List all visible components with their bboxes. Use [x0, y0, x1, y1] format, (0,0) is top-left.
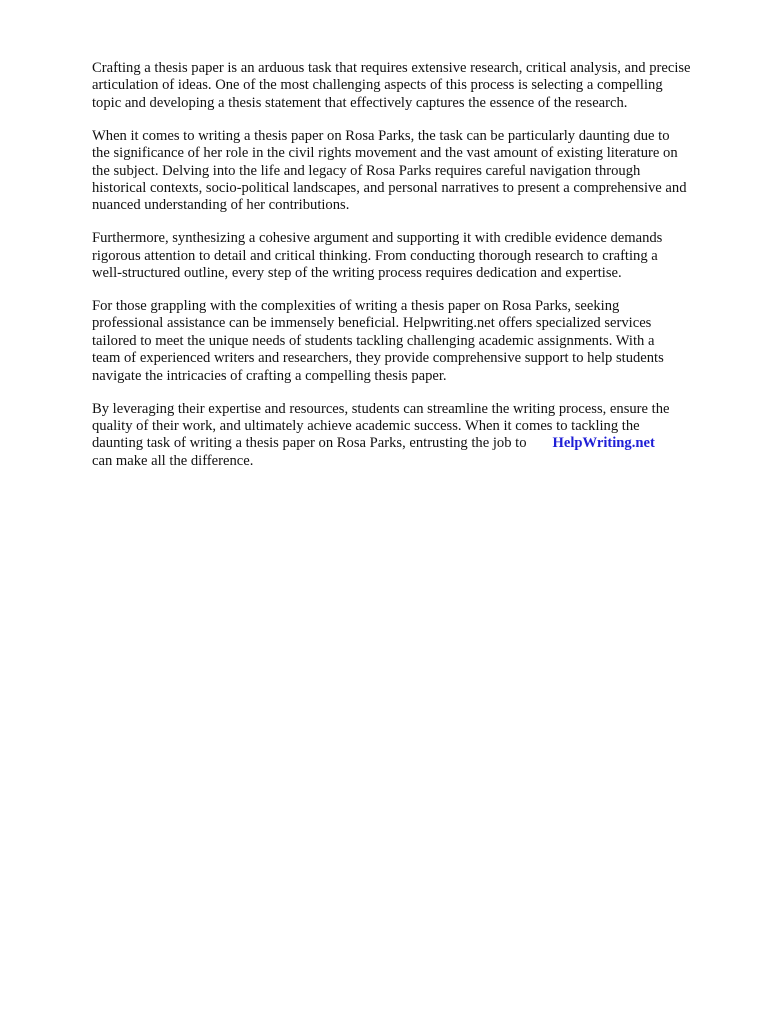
paragraph-line: the subject. Delving into the life and legacy of Rosa Parks requires careful navigation through: [92, 162, 641, 179]
paragraph-rosa-parks: [92, 128, 740, 215]
paragraph-line: When it comes to writing a thesis paper on Rosa Parks, the task can be particularly daunting due to: [92, 127, 670, 144]
paragraph-line: Furthermore, synthesizing a cohesive argument and supporting it with credible evidence demands: [92, 230, 663, 247]
paragraph-assistance: [92, 298, 740, 385]
paragraph-line: professional assistance can be immensely beneficial. Helpwriting.net offers specialized services: [92, 315, 652, 332]
paragraph-line: quality of their work, and ultimately achieve academic success. When it comes to tackling the: [92, 417, 640, 434]
paragraph-line: By leveraging their expertise and resources, students can streamline the writing process, ensure the: [92, 400, 670, 417]
paragraph-line: the significance of her role in the civil rights movement and the vast amount of existing literature on: [92, 145, 678, 162]
paragraph-line: topic and developing a thesis statement that effectively captures the essence of the research.: [92, 94, 628, 111]
paragraph-synthesis: [92, 230, 740, 282]
paragraph-line: nuanced understanding of her contributions.: [92, 197, 350, 214]
paragraph-intro: [92, 60, 740, 112]
paragraph-conclusion: [92, 401, 740, 471]
paragraph-line-with-link: [92, 435, 740, 452]
paragraph-line: rigorous attention to detail and critical thinking. From conducting thorough research to crafting a: [92, 247, 658, 264]
paragraph-line: navigate the intricacies of crafting a compelling thesis paper.: [92, 367, 447, 384]
paragraph-line-text: daunting task of writing a thesis paper on Rosa Parks, entrusting the job to: [92, 435, 527, 452]
paragraph-line: well-structured outline, every step of the writing process requires dedication and expertise.: [92, 265, 622, 282]
helpwriting-link[interactable]: HelpWriting.net: [552, 435, 655, 452]
paragraph-line: historical contexts, socio-political landscapes, and personal narratives to present a comprehensive and: [92, 179, 687, 196]
paragraph-line: For those grappling with the complexities of writing a thesis paper on Rosa Parks, seeking: [92, 297, 620, 314]
paragraph-line: articulation of ideas. One of the most challenging aspects of this process is selecting a compelling: [92, 77, 663, 94]
document-body: [92, 60, 740, 486]
paragraph-line: Crafting a thesis paper is an arduous task that requires extensive research, critical analysis, and precise: [92, 60, 691, 76]
paragraph-line: tailored to meet the unique needs of students tackling challenging academic assignments. With a: [92, 332, 655, 349]
paragraph-line: team of experienced writers and researchers, they provide comprehensive support to help students: [92, 350, 664, 367]
paragraph-line: can make all the difference.: [92, 452, 254, 469]
